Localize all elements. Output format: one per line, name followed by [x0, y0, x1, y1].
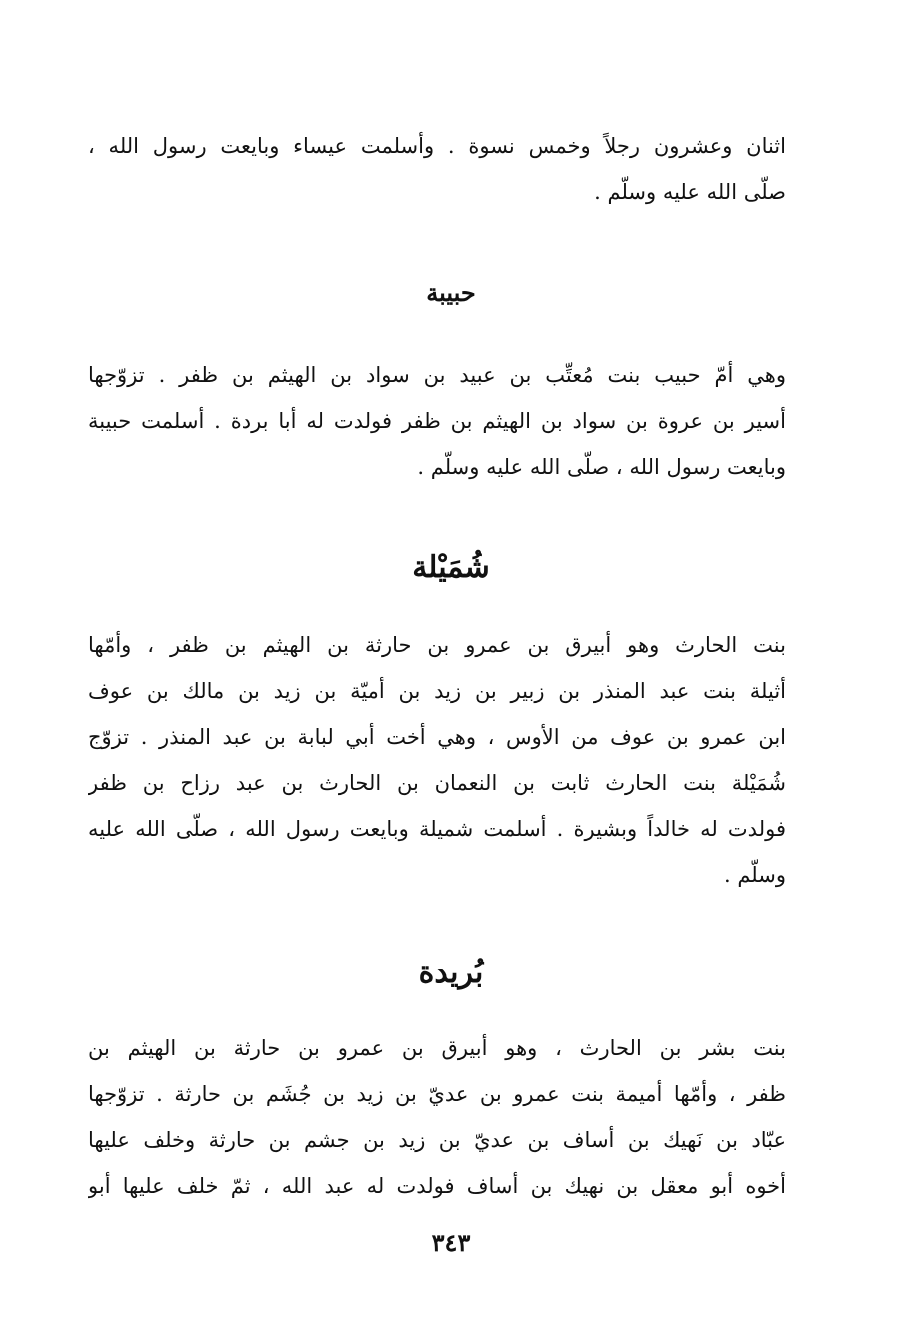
text-line: صلّى الله عليه وسلّم .	[594, 180, 786, 204]
section-title-shumayla: شُمَيْلة	[412, 550, 490, 585]
text-line: عبّاد بن نَهيك بن أساف بن عديّ بن زيد بن جشم بن حارثة وخلف عليها	[88, 1128, 786, 1152]
page-number: ٣٤٣	[431, 1228, 471, 1257]
section-paragraph-shumayla	[88, 622, 786, 898]
text-line: بنت الحارث وهو أبيرق بن عمرو بن حارثة بن الهيثم بن ظفر ، وأمّها	[88, 633, 786, 657]
section-title-burayda: بُريدة	[418, 955, 484, 990]
section-paragraph-burayda	[88, 1025, 786, 1209]
text-line: وهي أمّ حبيب بنت مُعتِّب بن عبيد بن سواد بن الهيثم بن ظفر . تزوّجها	[88, 363, 786, 387]
text-line: ابن عمرو بن عوف من الأوس ، وهي أخت أبي لبابة بن عبد المنذر . تزوّج	[88, 725, 786, 749]
text-line: ظفر ، وأمّها أميمة بنت عمرو بن عديّ بن زيد بن جُشَم بن حارثة . تزوّجها	[88, 1082, 786, 1106]
text-line: شُمَيْلة بنت الحارث ثابت بن النعمان بن الحارث بن عبد رزاح بن ظفر	[88, 771, 786, 795]
text-line: أسير بن عروة بن سواد بن الهيثم بن ظفر فولدت له أبا بردة . أسلمت حبيبة	[88, 409, 786, 433]
intro-paragraph	[88, 123, 786, 215]
text-line: اثنان وعشرون رجلاً وخمس نسوة . وأسلمت عيساء وبايعت رسول الله ،	[88, 134, 786, 158]
section-paragraph-habiba	[88, 352, 786, 490]
text-line: أثيلة بنت عبد المنذر بن زبير بن زيد بن أميّة بن زيد بن مالك بن عوف	[88, 679, 786, 703]
section-title-habiba: حبيبة	[426, 278, 476, 307]
text-line: فولدت له خالداً وبشيرة . أسلمت شميلة وبايعت رسول الله ، صلّى الله عليه	[88, 817, 786, 841]
text-line: وبايعت رسول الله ، صلّى الله عليه وسلّم .	[417, 455, 786, 479]
text-line: وسلّم .	[723, 863, 786, 887]
text-line: بنت بشر بن الحارث ، وهو أبيرق بن عمرو بن حارثة بن الهيثم بن	[88, 1036, 786, 1060]
text-line: أخوه أبو معقل بن نهيك بن أساف فولدت له عبد الله ، ثمّ خلف عليها أبو	[88, 1174, 786, 1198]
